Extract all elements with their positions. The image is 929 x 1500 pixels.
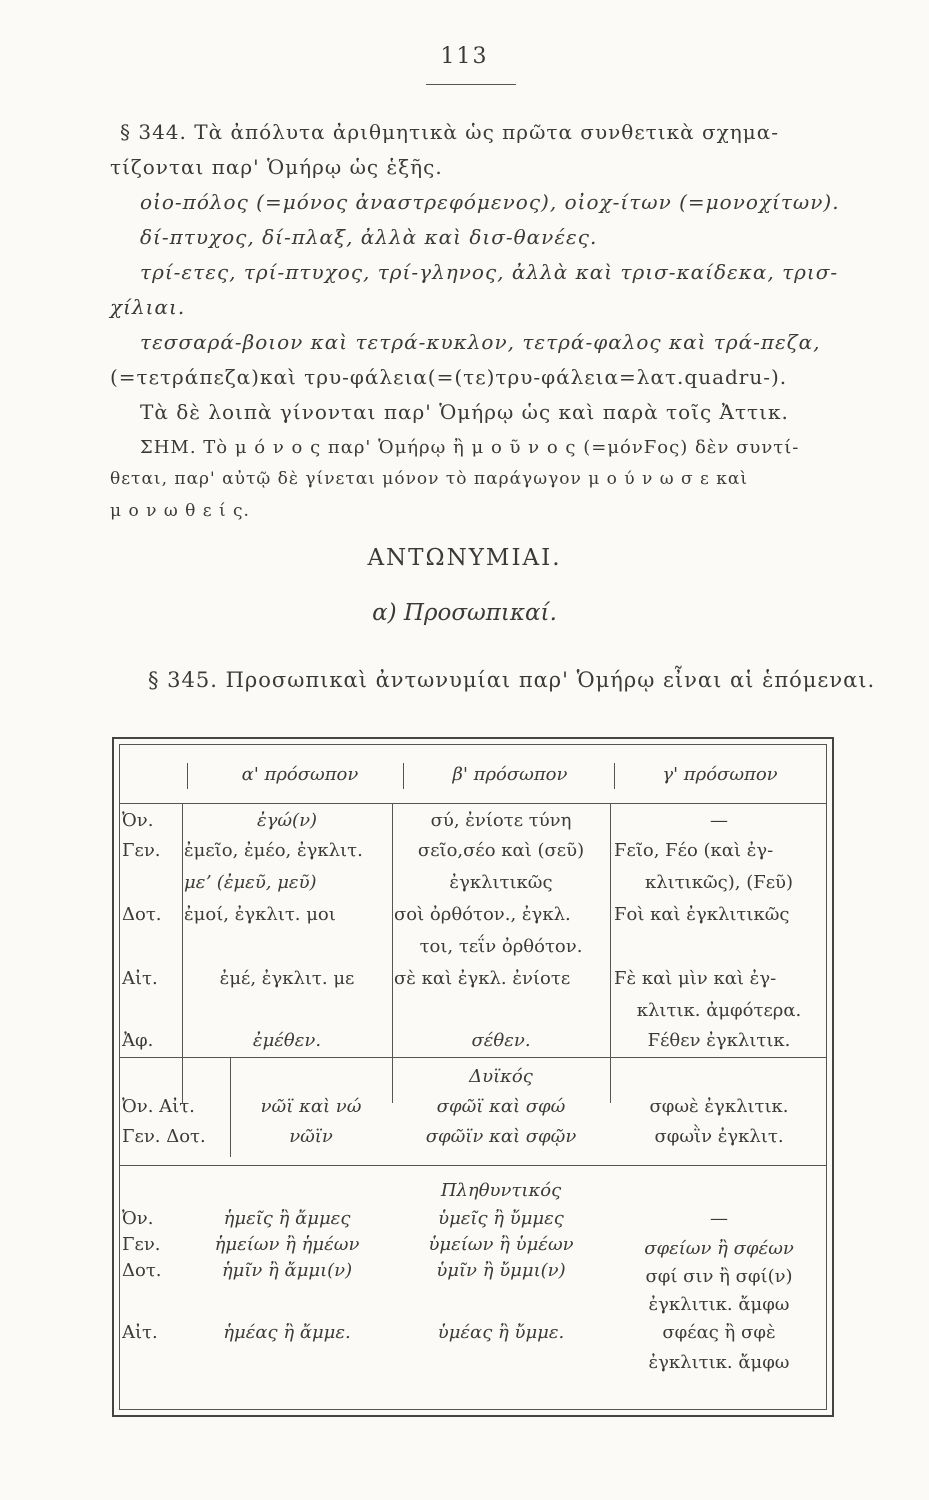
cell-second: σέθεν. [471, 1030, 531, 1051]
cell-first: ἡμέας ἢ ἄμμε. [223, 1322, 351, 1343]
case-label: Γεν. [122, 840, 161, 861]
page-number-rule [426, 84, 516, 85]
cell-third: Ϝοὶ καὶ ἐγκλιτικῶς [614, 904, 790, 925]
case-label: Ὀν. Αἰτ. [122, 1096, 195, 1117]
cell-first: μεʼ (ἐμεῦ, μεῦ) [184, 872, 317, 893]
case-label: Γεν. Δοτ. [122, 1126, 206, 1147]
text-line: § 344. Τὰ ἀπόλυτα ἀριθμητικὰ ὡς πρῶτα συνθετικὰ σχημα- [120, 120, 779, 144]
cell-first: ἐγώ(ν) [256, 810, 318, 831]
text-line: τίζονται παρ' Ὁμήρῳ ὡς ἑξῆς. [110, 155, 443, 179]
text-line: χίλιαι. [110, 295, 186, 319]
cell-first: νῶϊν [289, 1126, 333, 1147]
cell-third: σφείων ἢ σφέων [644, 1238, 794, 1259]
cell-second: σύ, ἐνίοτε τύνη [430, 810, 572, 831]
text-line: τρί-ετες, τρί-πτυχος, τρί-γληνος, ἀλλὰ καὶ τρισ-καίδεκα, τρισ- [140, 260, 839, 284]
cell-third: Ϝεῖο, Ϝέο (καὶ ἐγ- [614, 840, 774, 861]
section-345: § 345. Προσωπικαὶ ἀντωνυμίαι παρ' Ὁμήρῳ εἶναι αἱ ἑπόμεναι. [148, 668, 876, 692]
dual-label: Δυϊκός [469, 1066, 533, 1087]
case-label: Ὀν. [122, 810, 154, 831]
cell-first: ἐμέ, ἐγκλιτ. με [219, 968, 355, 989]
cell-second: σφῶϊν καὶ σφῷν [425, 1126, 577, 1147]
cell-third: κλιτικῶς), (Ϝεῦ) [644, 872, 793, 893]
cell-third: σφωῒν ἐγκλιτ. [654, 1126, 784, 1147]
text-line: μ ο ν ω θ ε ί ς. [110, 501, 250, 521]
plural-label: Πληθυντικός [440, 1180, 562, 1201]
text-line: θεται, παρ' αὐτῷ δὲ γίνεται μόνον τὸ παράγωγον μ ο ύ ν ω σ ε καὶ [110, 469, 749, 489]
heading-pronouns: ΑΝΤΩΝΥΜΙΑΙ. [367, 545, 562, 571]
case-label: Γεν. [122, 1234, 161, 1255]
pronoun-table [112, 737, 834, 1417]
cell-first: ἐμεῖο, ἐμέο, ἐγκλιτ. [184, 840, 363, 861]
case-label: Ὀν. [122, 1208, 154, 1229]
block-rule [120, 1057, 826, 1058]
cell-third: — [710, 1208, 728, 1229]
header-rule [120, 803, 826, 804]
text-line: τεσσαρά-βοιον καὶ τετρά-κυκλον, τετρά-φαλος καὶ τρά-πεζα, [140, 330, 821, 354]
text-line: ΣΗΜ. Τὸ μ ό ν ο ς παρ' Ὁμήρῳ ἢ μ ο ῦ ν ο ς (=μόνϜος) δὲν συντί- [140, 437, 800, 458]
cell-second: ἐγκλιτικῶς [449, 872, 553, 893]
text-line: Τὰ δὲ λοιπὰ γίνονται παρ' Ὁμήρῳ ὡς καὶ παρὰ τοῖς Ἀττικ. [140, 400, 789, 424]
pronoun-table-inner [119, 744, 827, 1410]
header-divider [403, 763, 404, 789]
cell-third: ἐγκλιτικ. ἄμφω [648, 1294, 790, 1315]
cell-second: σὲ καὶ ἐγκλ. ἐνίοτε [394, 968, 571, 989]
cell-third: κλιτικ. ἀμφότερα. [636, 1000, 802, 1021]
cell-first: ἡμῖν ἢ ἄμμι(ν) [221, 1260, 353, 1281]
cell-second: ὑμῖν ἢ ὔμμι(ν) [436, 1260, 566, 1281]
case-column-divider [182, 803, 183, 1103]
cell-third: — [710, 810, 728, 831]
subheading-personal: α) Προσωπικαί. [372, 600, 557, 626]
cell-second: ὑμέας ἢ ὔμμε. [437, 1322, 565, 1343]
cell-third: σφί σιν ἢ σφί(ν) [645, 1266, 793, 1287]
cell-third: Ϝέθεν ἐγκλιτικ. [647, 1030, 791, 1051]
cell-first: ἡμεῖς ἢ ἄμμες [223, 1208, 351, 1229]
case-label: Αἰτ. [122, 968, 158, 989]
cell-second: σοὶ ὀρθότον., ἐγκλ. [394, 904, 571, 925]
cell-first: ἐμέθεν. [252, 1030, 322, 1051]
header-third-person: γ' πρόσωπον [662, 764, 778, 785]
page-number: 113 [440, 44, 489, 69]
cell-second: σφῶϊ καὶ σφώ [436, 1096, 566, 1117]
text-line: δί-πτυχος, δί-πλαξ, ἀλλὰ καὶ δισ-θανέες. [140, 225, 598, 249]
text-line: (=τετράπεζα)καὶ τρυ-φάλεια(=(τε)τρυ-φάλεια=λατ.quadru-). [110, 365, 788, 389]
block-rule [120, 1165, 826, 1166]
header-divider [614, 763, 615, 789]
cell-second: ὑμεῖς ἢ ὔμμες [438, 1208, 564, 1229]
cell-second: τοι, τεΐν ὀρθότον. [419, 936, 583, 957]
case-label: Δοτ. [122, 1260, 162, 1281]
cell-third: σφωὲ ἐγκλιτικ. [649, 1096, 789, 1117]
header-divider [187, 763, 188, 789]
case-label: Ἀφ. [122, 1030, 154, 1051]
column-divider [610, 803, 611, 1103]
cell-first: νῶϊ καὶ νώ [260, 1096, 362, 1117]
cell-second: ὑμείων ἢ ὑμέων [428, 1234, 574, 1255]
cell-third: Ϝὲ καὶ μὶν καὶ ἐγ- [614, 968, 777, 989]
header-second-person: β' πρόσωπον [452, 764, 568, 785]
case-label: Δοτ. [122, 904, 162, 925]
cell-third: σφέας ἢ σφὲ [662, 1322, 776, 1343]
text-line: οἰο-πόλος (=μόνος ἀναστρεφόμενος), οἰοχ-ίτων (=μονοχίτων). [140, 190, 840, 214]
header-first-person: α' πρόσωπον [241, 764, 359, 785]
case-label: Αἰτ. [122, 1322, 158, 1343]
cell-second: σεῖο,σέο καὶ (σεῦ) [417, 840, 585, 861]
cell-first: ἐμοί, ἐγκλιτ. μοι [184, 904, 336, 925]
cell-third: ἐγκλιτικ. ἄμφω [648, 1352, 790, 1373]
cell-first: ἡμείων ἢ ἡμέων [214, 1234, 360, 1255]
